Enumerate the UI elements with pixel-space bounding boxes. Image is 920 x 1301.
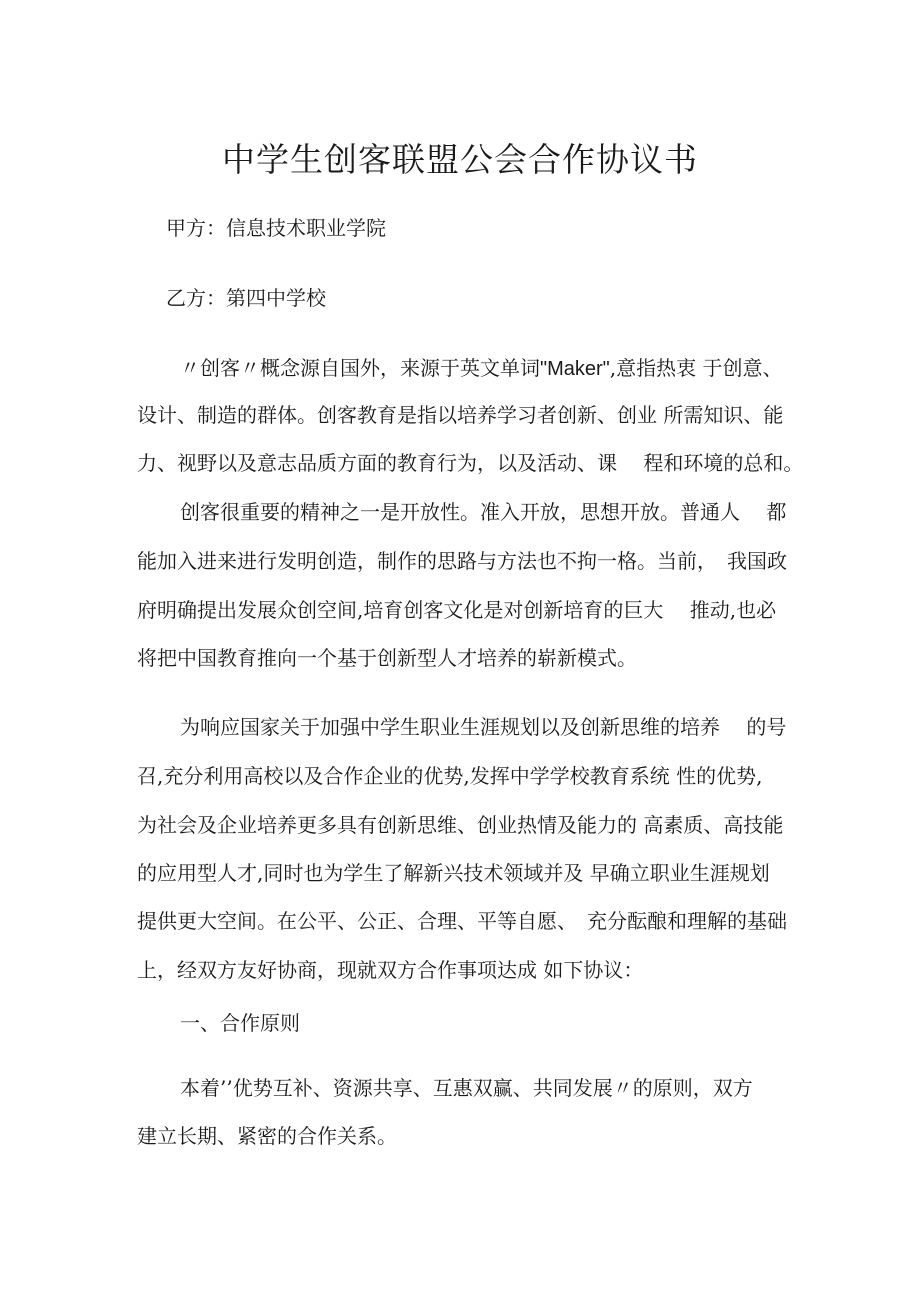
maker-word: "Maker" xyxy=(540,358,610,380)
paragraph-1-line-1 xyxy=(180,353,840,384)
paragraph-4-line-2: 建立长期、紧密的合作关系。 xyxy=(137,1124,397,1148)
paragraph-4-line-1: 本着’’优势互补、资源共享、互惠双赢、共同发展〃的原则，双方 xyxy=(180,1076,753,1100)
section-1-heading: 一、合作原则 xyxy=(180,1011,300,1035)
paragraph-2-line-3: 府明确提出发展众创空间,培育创客文化是对创新培育的巨大 推动,也必 xyxy=(137,598,777,622)
paragraph-3-line-2: 召,充分利用高校以及合作企业的优势,发挥中学学校教育系统 性的优势, xyxy=(137,764,763,788)
party-b-line: 乙方：第四中学校 xyxy=(166,286,326,310)
paragraph-2-line-2: 能加入进来进行发明创造，制作的思路与方法也不拘一格。当前， 我国政 xyxy=(137,549,787,573)
paragraph-3-line-5: 提供更大空间。在公平、公正、合理、平等自愿、 充分酝酿和理解的基础 xyxy=(137,909,787,933)
paragraph-2-line-1: 创客很重要的精神之一是开放性。准入开放，思想开放。普通人 都 xyxy=(180,500,787,524)
paragraph-1-line-2: 设计、制造的群体。创客教育是指以培养学习者创新、创业 所需知识、能 xyxy=(137,403,784,427)
paragraph-3-line-6: 上，经双方友好协商，现就双方合作事项达成 如下协议： xyxy=(137,958,644,982)
paragraph-2-line-4: 将把中国教育推向一个基于创新型人才培养的崭新模式。 xyxy=(137,646,637,670)
paragraph-1-line-3: 力、视野以及意志品质方面的教育行为，以及活动、课 程和环境的总和。 xyxy=(137,451,804,475)
paragraph-3-line-4: 的应用型人才,同时也为学生了解新兴技术领域并及 早确立职业生涯规划 xyxy=(137,861,770,885)
paragraph-3-line-3: 为社会及企业培养更多具有创新思维、创业热情及能力的 高素质、高技能 xyxy=(137,813,784,837)
paragraph-1-line-1-pre: 〃创客〃概念源自国外，来源于英文单词 xyxy=(180,356,540,380)
party-a-line: 甲方：信息技术职业学院 xyxy=(166,216,386,240)
document-title: 中学生创客联盟公会合作协议书 xyxy=(222,140,698,179)
paragraph-1-line-1-post: ,意指热衷 于创意、 xyxy=(609,356,783,380)
paragraph-3-line-1: 为响应国家关于加强中学生职业生涯规划以及创新思维的培养 的号 xyxy=(180,715,787,739)
